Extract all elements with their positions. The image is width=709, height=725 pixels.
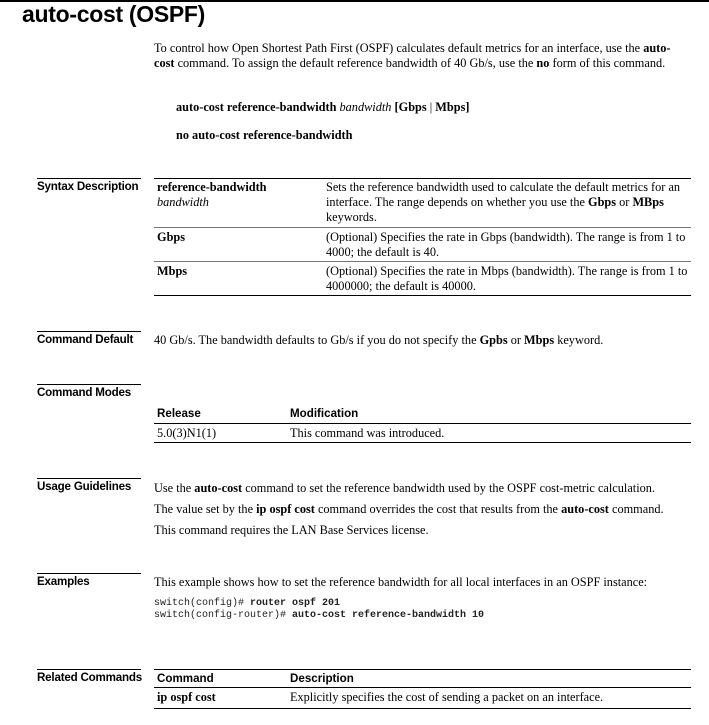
- intro-text-3: form of this command.: [549, 56, 666, 70]
- modes-modification-value: This command was introduced.: [290, 426, 445, 440]
- default-bold-mbps: Mbps: [524, 333, 555, 347]
- desc-bold-mbps: MBps: [632, 195, 664, 209]
- related-header-command: Command: [157, 672, 214, 685]
- related-command-ip-ospf-cost: ip ospf cost: [157, 690, 216, 704]
- syntax-table-row-rule: [154, 261, 691, 262]
- desc-text-3: keywords.: [326, 210, 377, 224]
- usage-paragraph-3: This command requires the LAN Base Services license.: [154, 523, 429, 537]
- desc-bold-gbps: Gbps: [588, 195, 617, 209]
- modes-table-bottom-rule: [154, 442, 691, 443]
- syntax-desc-gbps: (Optional) Specifies the rate in Gbps (bandwidth). The range is from 1 to 4000; the default is 40.: [326, 230, 686, 259]
- modes-table-header-rule: [154, 423, 691, 424]
- modes-header-modification: Modification: [290, 407, 359, 420]
- code-command-1: router ospf 201: [250, 598, 341, 609]
- term-keyword: reference-bandwidth: [157, 180, 267, 194]
- usage-text-1a: Use the: [154, 481, 195, 495]
- usage-text-2a: The value set by the: [154, 502, 257, 516]
- syntax-separator: |: [429, 100, 433, 114]
- code-prompt-1: switch(config)#: [154, 598, 251, 609]
- section-rule-related: [37, 669, 141, 670]
- section-label-command-default: Command Default: [37, 333, 134, 346]
- usage-text-2c: command overrides the cost that results from the: [314, 502, 562, 516]
- code-command-2: auto-cost reference-bandwidth 10: [292, 610, 485, 621]
- section-label-command-modes: Command Modes: [37, 386, 132, 399]
- syntax-line-2: no auto-cost reference-bandwidth: [176, 128, 353, 142]
- related-table-header-rule: [154, 687, 691, 688]
- syntax-option-mbps: Mbps: [435, 100, 466, 114]
- syntax-command: auto-cost reference-bandwidth: [176, 100, 337, 114]
- section-rule-default: [37, 331, 141, 332]
- modes-header-release: Release: [157, 407, 201, 420]
- default-text-1: 40 Gb/s. The bandwidth defaults to Gb/s if you do not specify the: [154, 333, 480, 347]
- default-text-3: keyword.: [554, 333, 604, 347]
- related-table-top-rule: [154, 669, 691, 670]
- page-title: auto-cost (OSPF): [22, 1, 206, 27]
- intro-command: auto-cost: [154, 41, 671, 70]
- syntax-term-mbps: Mbps: [157, 264, 188, 278]
- syntax-table-row-rule: [154, 227, 691, 228]
- usage-text-1c: command to set the reference bandwidth used by the OSPF cost-metric calculation.: [242, 481, 655, 495]
- syntax-table-bottom-rule: [154, 295, 691, 296]
- related-table-bottom-rule: [154, 708, 691, 709]
- syntax-desc-reference-bandwidth: [326, 180, 688, 225]
- code-prompt-2: switch(config-router)#: [154, 610, 293, 621]
- example-code-line-2: [154, 610, 484, 622]
- term-argument: bandwidth: [157, 195, 209, 209]
- default-text-2: or: [507, 333, 525, 347]
- section-rule-usage: [37, 478, 141, 479]
- section-label-examples: Examples: [37, 575, 90, 588]
- syntax-desc-mbps: (Optional) Specifies the rate in Mbps (bandwidth). The range is from 1 to 4000000; the default is 40000.: [326, 264, 688, 293]
- command-default-text: [154, 333, 603, 348]
- syntax-term-reference-bandwidth: [157, 180, 317, 210]
- examples-intro: This example shows how to set the reference bandwidth for all local interfaces in an OSPF instance:: [154, 575, 648, 589]
- syntax-bracket-open: [: [394, 100, 399, 114]
- syntax-table-top-rule: [154, 178, 691, 179]
- section-label-usage-guidelines: Usage Guidelines: [37, 480, 132, 493]
- usage-paragraph-2: [154, 502, 664, 517]
- syntax-bracket-close: ]: [465, 100, 470, 114]
- syntax-line-1: [176, 100, 469, 115]
- intro-no-keyword: no: [536, 56, 550, 70]
- usage-text-2e: command.: [608, 502, 664, 516]
- usage-bold-2b: ip ospf cost: [256, 502, 315, 516]
- related-header-description: Description: [290, 672, 354, 685]
- section-rule-examples: [37, 573, 141, 574]
- syntax-argument: bandwidth: [339, 100, 392, 114]
- section-rule-syntax: [37, 178, 141, 179]
- modes-release-value: 5.0(3)N1(1): [157, 426, 217, 440]
- section-rule-modes: [37, 384, 141, 385]
- default-bold-gpbs: Gpbs: [479, 333, 508, 347]
- usage-bold-1b: auto-cost: [194, 481, 243, 495]
- example-code-line-1: [154, 598, 340, 610]
- section-label-related-commands: Related Commands: [37, 671, 143, 684]
- intro-paragraph: [154, 41, 684, 71]
- related-command-description: Explicitly specifies the cost of sending a packet on an interface.: [290, 690, 604, 704]
- syntax-option-gbps: Gbps: [398, 100, 427, 114]
- syntax-term-gbps: Gbps: [157, 230, 186, 244]
- section-label-syntax-description: Syntax Description: [37, 180, 139, 193]
- usage-bold-2d: auto-cost: [561, 502, 609, 516]
- intro-text-2: command. To assign the default reference bandwidth of 40 Gb/s, use the: [174, 56, 537, 70]
- desc-text-1: Sets the reference bandwidth used to calculate the default metrics for an interface. The range depends on whether you use the: [326, 180, 681, 209]
- intro-text-1: To control how Open Shortest Path First (OSPF) calculates default metrics for an interface, use the: [154, 41, 644, 55]
- usage-paragraph-1: [154, 481, 655, 496]
- desc-text-2: or: [616, 195, 633, 209]
